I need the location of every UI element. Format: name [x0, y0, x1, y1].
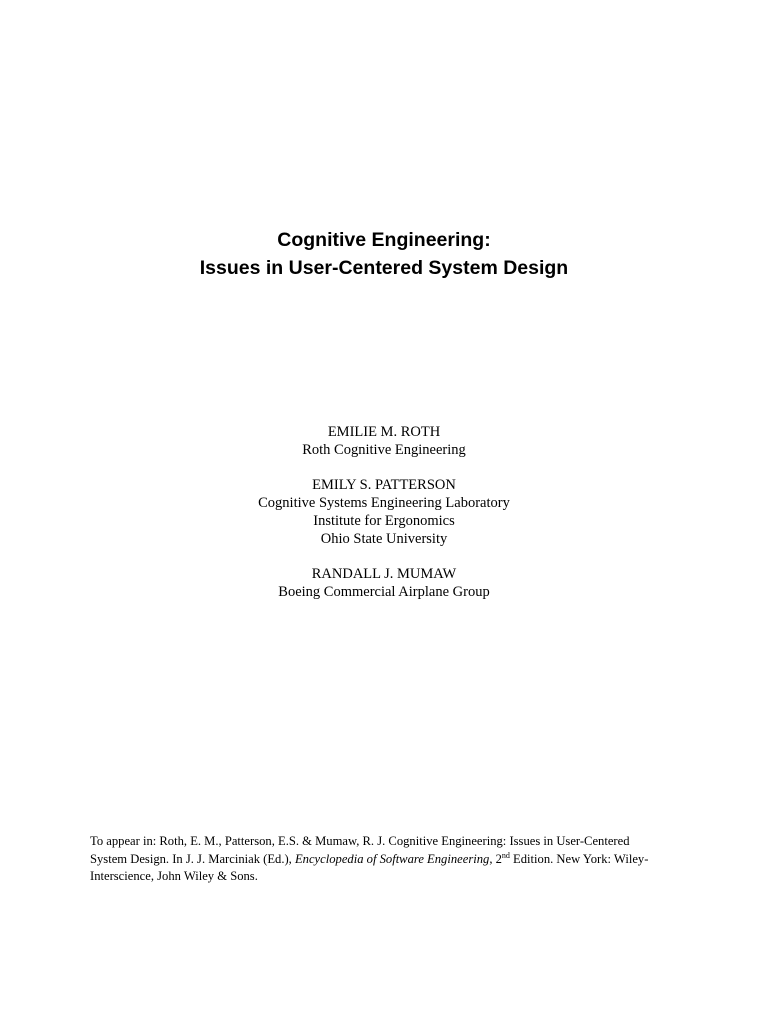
author-name: RANDALL J. MUMAW — [311, 566, 457, 583]
title-line-1: Cognitive Engineering: — [277, 229, 491, 251]
citation-note — [90, 833, 690, 886]
citation-line-3: Interscience, John Wiley & Sons. — [90, 869, 258, 884]
paper-title — [0, 226, 768, 282]
author-affiliation: Ohio State University — [320, 530, 448, 547]
author-name: EMILIE M. ROTH — [327, 424, 441, 440]
author-affiliation: Institute for Ergonomics — [313, 512, 455, 529]
author-block-patterson — [0, 477, 768, 548]
author-name: EMILY S. PATTERSON — [312, 477, 456, 494]
author-block-roth — [0, 424, 768, 460]
title-line-2: Issues in User-Centered System Design — [199, 257, 569, 279]
author-affiliation: Boeing Commercial Airplane Group — [278, 584, 490, 601]
citation-text: System Design. In J. J. Marciniak (Ed.), — [90, 851, 295, 866]
edition-superscript: nd — [501, 850, 510, 860]
author-block-mumaw — [0, 566, 768, 602]
encyclopedia-title: Encyclopedia of Software Engineering — [294, 851, 490, 866]
author-affiliation: Cognitive Systems Engineering Laboratory — [258, 495, 510, 512]
citation-line-2 — [90, 851, 690, 869]
citation-text: Edition. New York: Wiley- — [509, 851, 649, 866]
author-list — [0, 424, 768, 620]
citation-text: , 2 — [489, 851, 502, 866]
author-affiliation: Roth Cognitive Engineering — [302, 441, 466, 458]
citation-line-1: To appear in: Roth, E. M., Patterson, E.S. & Mumaw, R. J. Cognitive Engineering: Issues in User-Centered — [90, 834, 630, 848]
